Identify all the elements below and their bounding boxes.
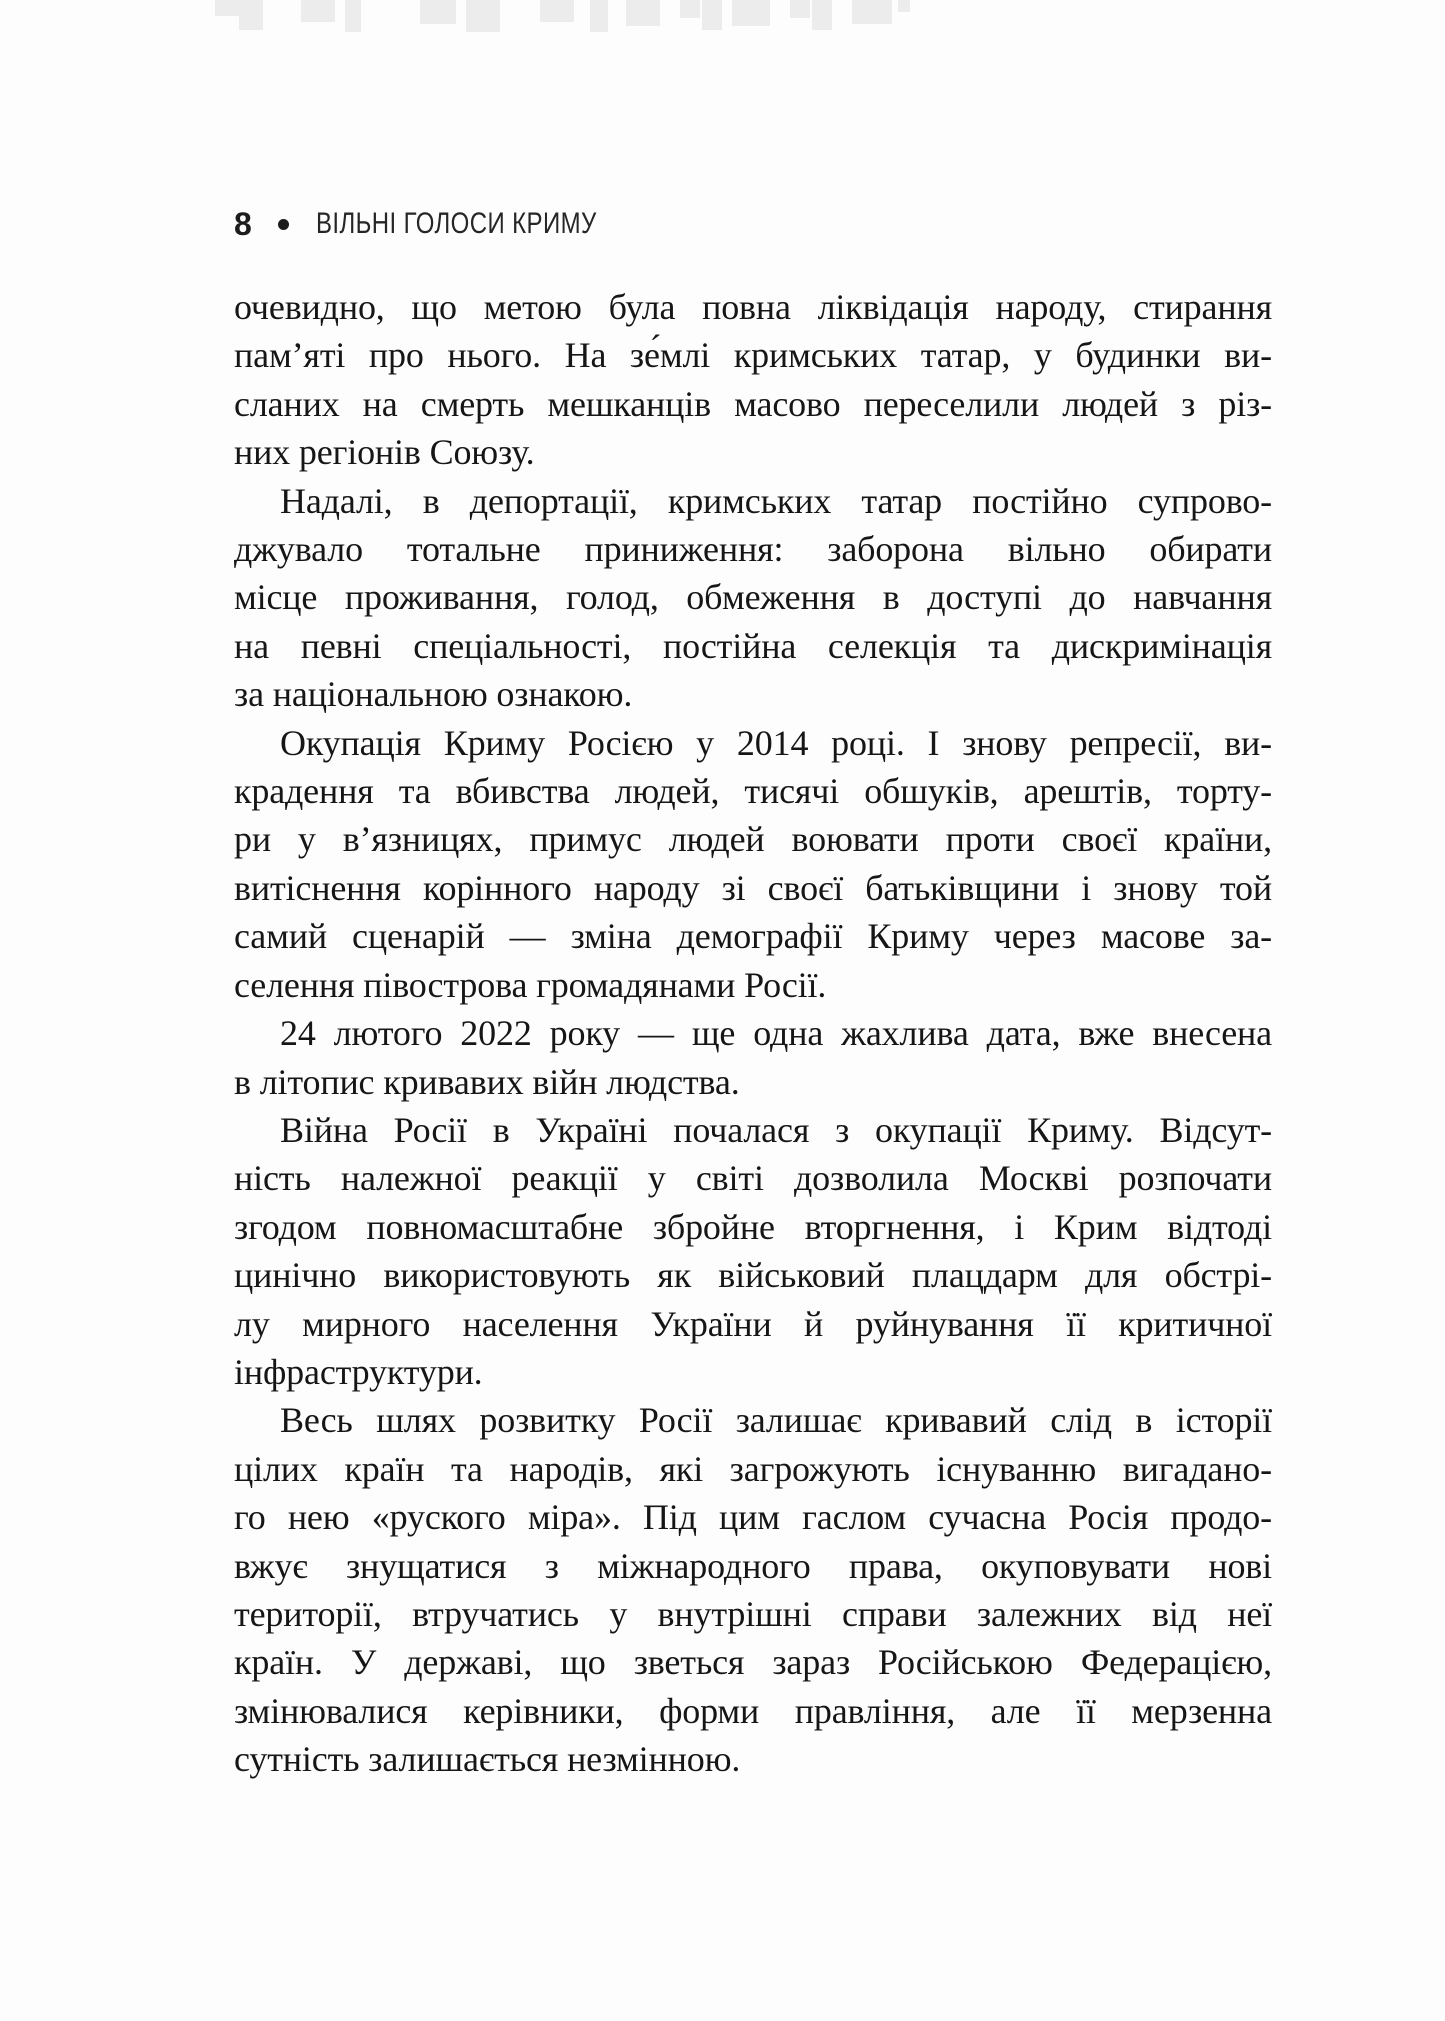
text-line: го нею «руского міра». Під цим гаслом сучасна Росія продо-: [234, 1497, 1272, 1538]
text-line: місце проживання, голод, обмеження в доступі до навчання: [234, 577, 1272, 618]
text-line: на певні спеціальності, постійна селекція та дискримінація: [234, 625, 1272, 666]
text-line: 24 лютого 2022 року — ще одна жахлива дата, вже внесена: [280, 1013, 1272, 1054]
text-line: лу мирного населення України й руйнування її критичної: [234, 1303, 1272, 1344]
text-line: Весь шлях розвитку Росії залишає кривавий слід в історії: [280, 1400, 1272, 1441]
text-line: крадення та вбивства людей, тисячі обшуків, арештів, торту-: [234, 771, 1272, 812]
text-line: них регіонів Союзу.: [234, 432, 535, 473]
text-line: цинічно використовують як військовий плацдарм для обстрі-: [234, 1255, 1272, 1296]
text-line: за національною ознакою.: [234, 674, 633, 715]
text-line: ність належної реакції у світі дозволила Москві розпочати: [234, 1158, 1272, 1199]
text-line: сланих на смерть мешканців масово переселили людей з різ-: [234, 383, 1272, 424]
text-line: пам’яті про нього. На зе́млі кримських татар, у будинки ви-: [234, 335, 1272, 376]
bullet-icon: [278, 219, 289, 230]
running-header: [234, 203, 667, 245]
text-line: джувало тотальне приниження: заборона вільно обирати: [234, 529, 1272, 570]
text-line: в літопис кривавих війн людства.: [234, 1061, 740, 1102]
text-line: Окупація Криму Росією у 2014 році. І знову репресії, ви-: [280, 722, 1272, 763]
text-line: вжує знущатися з міжнародного права, окуповувати нові: [234, 1545, 1272, 1586]
text-line: селення півострова громадянами Росії.: [234, 964, 827, 1005]
page-number: 8: [234, 206, 252, 242]
text-line: країн. У державі, що зветься зараз Російською Федерацією,: [234, 1642, 1272, 1683]
text-line: згодом повномасштабне збройне вторгнення, і Крим відтоді: [234, 1206, 1272, 1247]
text-line: ри у в’язницях, примус людей воювати проти своєї країни,: [234, 819, 1272, 860]
text-line: сутність залишається незмінною.: [234, 1739, 741, 1780]
body-text: [234, 283, 1272, 1784]
text-line: цілих країн та народів, які загрожують існуванню вигадано-: [234, 1448, 1272, 1489]
text-line: витіснення корінного народу зі своєї батьківщини і знову той: [234, 867, 1272, 908]
text-line: очевидно, що метою була повна ліквідація народу, стирання: [234, 287, 1272, 327]
running-title: ВІЛЬНІ ГОЛОСИ КРИМУ: [315, 207, 597, 240]
text-line: змінювалися керівники, форми правління, але її мерзенна: [234, 1690, 1272, 1731]
text-line: самий сценарій — зміна демографії Криму через масове за-: [234, 916, 1272, 957]
text-line: Війна Росії в Україні почалася з окупації Криму. Відсут-: [280, 1109, 1272, 1150]
text-line: інфраструктури.: [234, 1351, 483, 1392]
text-line: Надалі, в депортації, кримських татар постійно супрово-: [280, 480, 1272, 521]
cutoff-text-artifact: [0, 0, 1000, 32]
text-line: території, втручатись у внутрішні справи залежних від неї: [234, 1593, 1272, 1634]
